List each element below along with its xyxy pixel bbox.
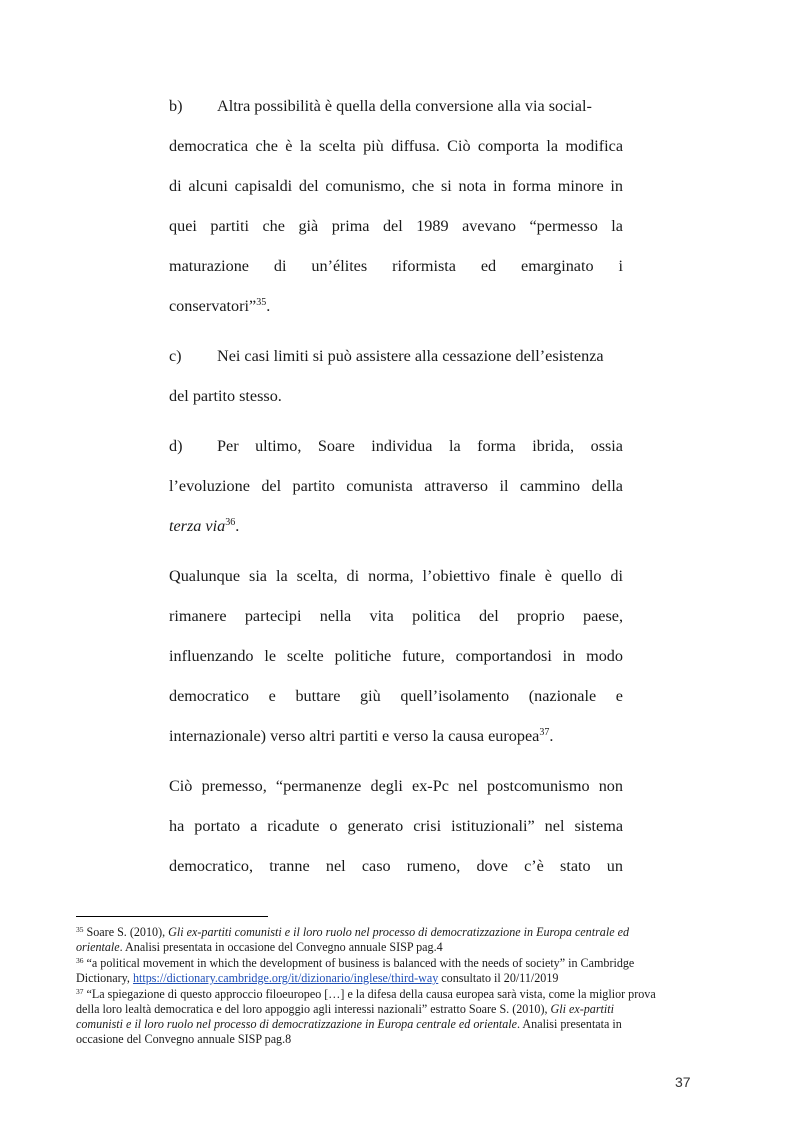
para1-line-4: democratico e buttare giù quell’isolamento (nazionale e bbox=[169, 687, 623, 705]
footnote-separator bbox=[76, 916, 268, 917]
item-c-label: c) bbox=[169, 347, 182, 365]
item-c-line-1: c) Nei casi limiti si può assistere alla cessazione dell’esistenza bbox=[169, 347, 604, 365]
para1-line-2: rimanere partecipi nella vita politica del proprio paese, bbox=[169, 607, 623, 625]
item-b-line-6: conservatori”$^{35}$. bbox=[169, 297, 271, 315]
footnote-ref-36[interactable]: 36 bbox=[225, 517, 236, 528]
footnote-37-line-4: occasione del Convegno annuale SISP pag.8 bbox=[76, 1032, 292, 1046]
para2-line-2: ha portato a ricadute o generato crisi istituzionali” nel sistema bbox=[169, 817, 623, 835]
italic-term: terza via bbox=[169, 517, 226, 535]
item-d-line-2: l’evoluzione del partito comunista attraverso il cammino della bbox=[169, 477, 623, 495]
item-b-line-2: democratica che è la scelta più diffusa. Ciò comporta la modifica bbox=[169, 137, 623, 155]
item-b-line-3: di alcuni capisaldi del comunismo, che si nota in forma minore in bbox=[169, 177, 623, 195]
item-b-line-4: quei partiti che già prima del 1989 avevano “permesso la bbox=[169, 217, 623, 235]
footnote-36-line-1: $^{36}$ “a political movement in which the development of business is balanced with the needs of society” in Cambridge bbox=[76, 956, 635, 970]
page-number: 37 bbox=[675, 1074, 691, 1090]
footnote-37-line-2: della loro lealtà democratica e del loro appoggio agli interessi nazionali” estratto Soare S. (2010), Gli ex-partiti bbox=[76, 1002, 614, 1016]
para2-line-3: democratico, tranne nel caso rumeno, dove c’è stato un bbox=[169, 857, 623, 875]
item-d-line-3: terza via$^{36}$. bbox=[169, 517, 240, 535]
para1-line-3: influenzando le scelte politiche future, comportandosi in modo bbox=[169, 647, 623, 665]
item-c-line-2: del partito stesso. bbox=[169, 387, 282, 405]
footnote-35-line-1: $^{35}$ Soare S. (2010), Gli ex-partiti comunisti e il loro ruolo nel processo di democratizzazione in Europa centrale ed bbox=[76, 925, 630, 939]
footnote-ref-35[interactable]: 35 bbox=[256, 297, 267, 308]
item-d-line-1: d) Per ultimo, Soare individua la forma ibrida, ossia bbox=[169, 437, 623, 455]
para1-line-1: Qualunque sia la scelta, di norma, l’obiettivo finale è quello di bbox=[169, 567, 623, 585]
para1-line-5: internazionale) verso altri partiti e verso la causa europea$^{37}$. bbox=[169, 727, 554, 745]
item-b-line-5: maturazione di un’élites riformista ed emarginato i bbox=[169, 257, 623, 275]
item-d-label: d) bbox=[169, 437, 183, 455]
footnote-36-line-2: Dictionary, https://dictionary.cambridge.org/it/dizionario/inglese/third-way consultato il 20/11/2019 bbox=[76, 971, 559, 985]
footnote-ref-37[interactable]: 37 bbox=[539, 727, 550, 738]
footnote-37-line-1: $^{37}$ “La spiegazione di questo approccio filoeuropeo […] e la difesa della causa europea sarà vista, come la miglior prova bbox=[76, 987, 656, 1001]
footnote-37-line-3: comunisti e il loro ruolo nel processo di democratizzazione in Europa centrale ed orientale. Analisi presentata in bbox=[76, 1017, 622, 1031]
footnote-35-line-2: orientale. Analisi presentata in occasione del Convegno annuale SISP pag.4 bbox=[76, 940, 443, 954]
item-b-line-1: b) Altra possibilità è quella della conversione alla via social- bbox=[169, 97, 592, 115]
item-b-label: b) bbox=[169, 97, 183, 115]
para2-line-1: Ciò premesso, “permanenze degli ex-Pc nel postcomunismo non bbox=[169, 777, 623, 795]
cambridge-dictionary-link[interactable]: https://dictionary.cambridge.org/it/dizionario/inglese/third-way bbox=[132, 971, 439, 985]
